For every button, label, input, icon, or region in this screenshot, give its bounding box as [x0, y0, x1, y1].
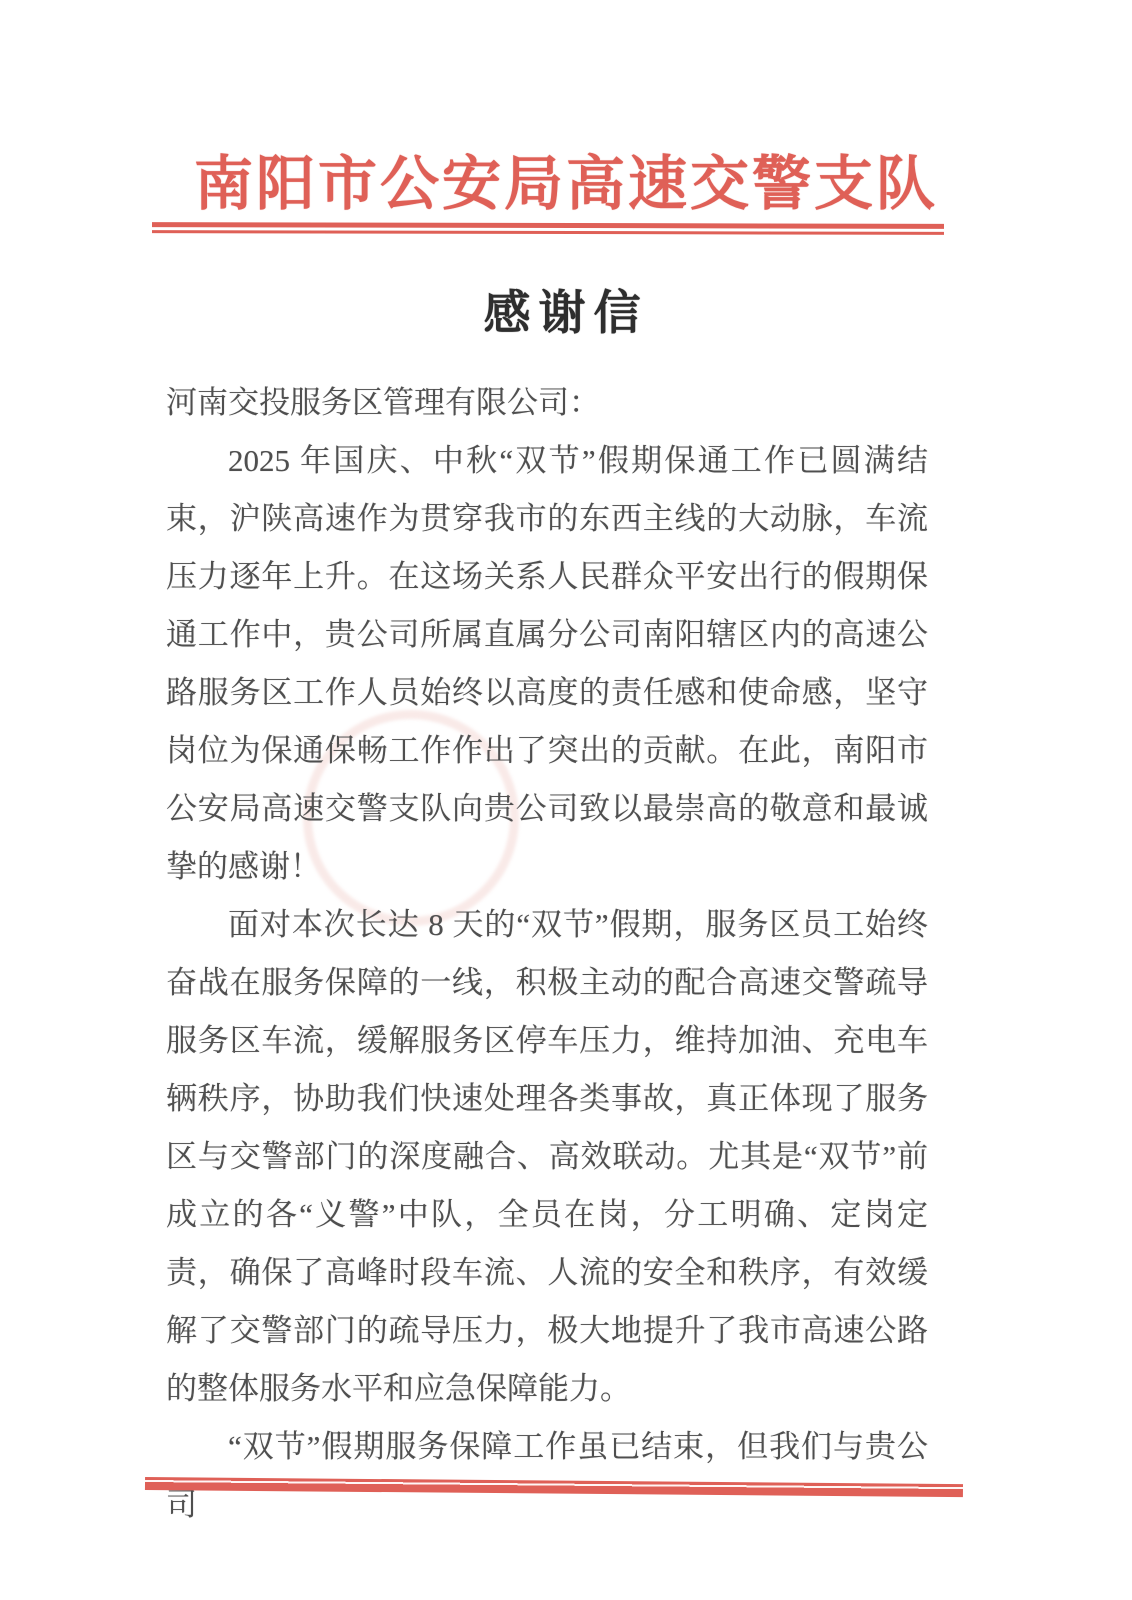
body-paragraph: 2025 年国庆、中秋“双节”假期保通工作已圆满结束，沪陕高速作为贯穿我市的东西主线的大动脉，车流压力逐年上升。在这场关系人民群众平安出行的假期保通工作中，贵公司所属直属分公司南阳辖区内的高速公路服务区工作人员始终以高度的责任感和使命感，坚守岗位为保通保畅工作作出了突出的贡献。在此，南阳市公安局高速交警支队向贵公司致以最崇高的敬意和最诚挚的感谢！	[166, 443, 928, 884]
letterhead-rule-top-line	[152, 222, 944, 229]
letter-body	[166, 374, 928, 1534]
salutation-line: 河南交投服务区管理有限公司：	[166, 385, 600, 420]
letterhead-rule-bottom-line	[152, 230, 944, 235]
document-title: 感谢信	[483, 288, 649, 340]
letterhead-double-rule	[152, 222, 944, 235]
body-paragraph: “双节”假期服务保障工作虽已结束，但我们与贵公司	[166, 1429, 928, 1522]
letterhead-title: 南阳市公安局高速交警支队	[193, 151, 938, 217]
body-paragraph: 面对本次长达 8 天的“双节”假期，服务区员工始终奋战在服务保障的一线，积极主动的配合高速交警疏导服务区车流，缓解服务区停车压力，维持加油、充电车辆秩序，协助我们快速处理各类事故，真正体现了服务区与交警部门的深度融合、高效联动。尤其是“双节”前成立的各“义警”中队，全员在岗，分工明确、定岗定责，确保了高峰时段车流、人流的安全和秩序，有效缓解了交警部门的疏导压力，极大地提升了我市高速公路的整体服务水平和应急保障能力。	[166, 907, 928, 1406]
